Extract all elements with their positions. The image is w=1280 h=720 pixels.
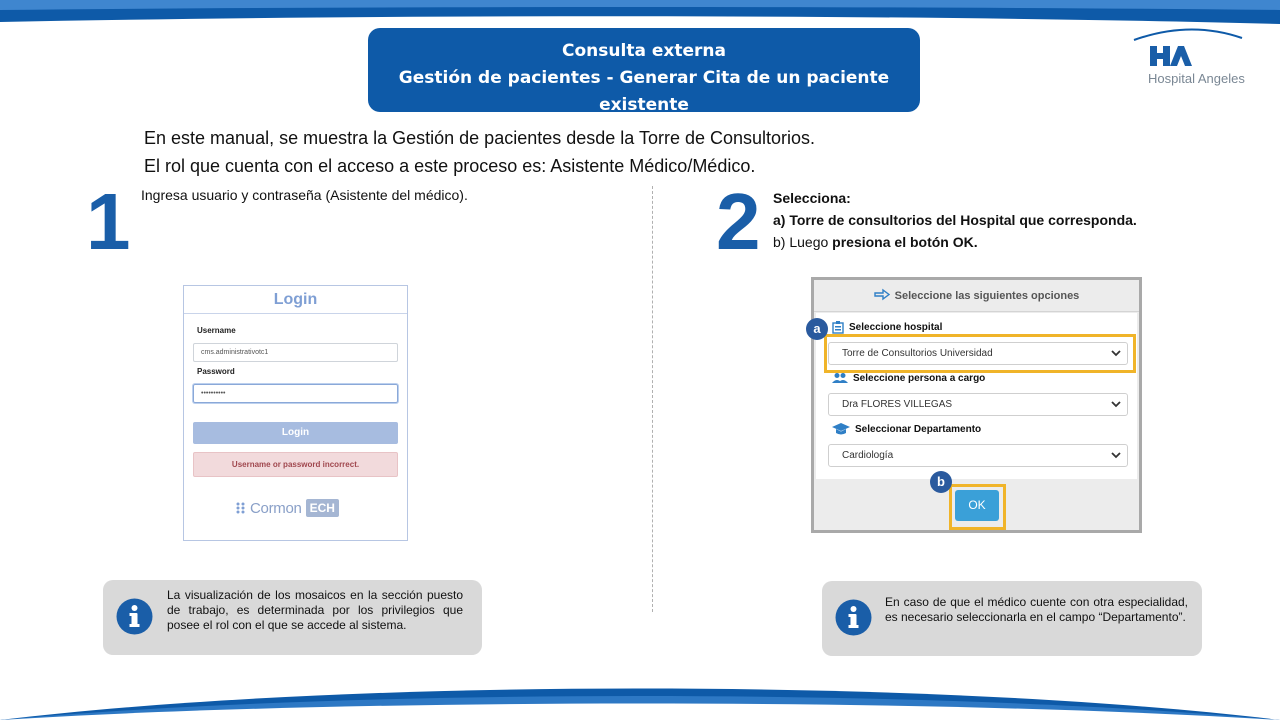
bottom-decorative-wave [0,660,1280,720]
login-panel [183,285,408,541]
options-panel [811,277,1142,533]
info-note-2 [822,581,1202,656]
username-input[interactable]: cms.administrativotc1 [193,343,398,362]
options-header-text: Seleccione las siguientes opciones [894,290,1080,302]
ok-button[interactable]: OK [955,490,999,521]
people-icon [832,372,848,384]
step-1-instruction: Ingresa usuario y contraseña (Asistente del médico). [141,187,468,203]
step-2-item-b [773,231,1137,253]
intro-line-1: En este manual, se muestra la Gestión de pacientes desde la Torre de Consultorios. [144,128,816,148]
person-label [832,372,985,384]
cormon-dots-icon [236,502,246,514]
step-2-heading: Selecciona: [773,190,851,206]
chevron-down-icon [1111,401,1121,408]
hospital-highlight [824,334,1136,373]
hospital-select-value: Torre de Consultorios Universidad [842,348,993,359]
department-select-value: Cardiología [842,450,894,461]
hospital-icon [832,321,844,334]
intro-text [144,124,815,180]
password-input[interactable]: •••••••••• [193,384,398,403]
intro-line-2: El rol que cuenta con el acceso a este proceso es: Asistente Médico/Médico. [144,156,756,176]
password-label: Password [197,367,235,376]
step-1-number: 1 [86,177,131,266]
step-2-item-b-bold: presiona el botón OK. [832,234,978,250]
chevron-down-icon [1111,452,1121,459]
graduation-cap-icon [832,423,850,435]
login-error-message: Username or password incorrect. [193,452,398,477]
title-line-2: Gestión de pacientes - Generar Cita de un paciente existente [398,68,890,115]
logo-text: Hospital Angeles [1148,71,1245,86]
person-select[interactable] [828,393,1128,416]
options-header [814,280,1139,312]
department-select[interactable] [828,444,1128,467]
username-label: Username [197,326,236,335]
marker-a: a [806,318,828,340]
marker-b: b [930,471,952,493]
department-label [832,423,981,435]
brand-badge: ECH [306,499,339,517]
step-2-number: 2 [716,177,761,266]
info-note-1 [103,580,482,655]
info-note-1-text: La visualización de los mosaicos en la sección puesto de trabajo, es determinada por los privilegios que posee el rol con el que se accede al sistema. [167,588,463,632]
info-note-2-text: En caso de que el médico cuente con otra especialidad, es necesario seleccionarla en el campo “Departamento”. [885,595,1188,624]
step-2-item-a: a) Torre de consultorios del Hospital que corresponda. [773,212,1137,228]
brand-name: Cormon [250,499,302,517]
hospital-label [832,321,942,334]
info-icon [835,599,872,636]
person-select-value: Dra FLORES VILLEGAS [842,399,953,410]
department-label-text: Seleccionar Departamento [855,423,982,435]
top-decorative-band [0,0,1280,24]
step-2-item-b-prefix: b) Luego [773,234,833,250]
column-divider [652,186,653,612]
step-2-instructions [773,187,1137,253]
hospital-label-text: Seleccione hospital [849,322,943,333]
title-banner [368,28,920,115]
pointing-hand-icon [874,288,890,301]
cormon-brand [236,497,339,519]
person-label-text: Seleccione persona a cargo [853,372,986,384]
login-title: Login [184,286,407,314]
login-button[interactable]: Login [193,422,398,444]
title-line-1: Consulta externa [562,41,726,61]
info-icon [116,598,153,635]
